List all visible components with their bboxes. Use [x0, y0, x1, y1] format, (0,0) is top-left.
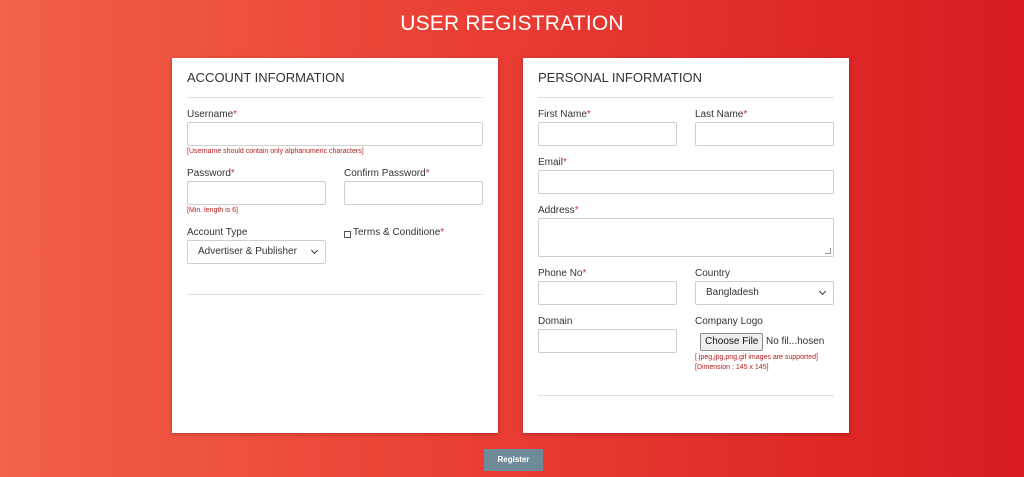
username-label: Username* [187, 109, 238, 120]
register-button[interactable]: Register [484, 449, 543, 471]
address-label: Address* [538, 205, 579, 216]
resize-grip-icon[interactable] [825, 248, 831, 254]
account-information-panel [172, 58, 498, 433]
last-name-required-mark: * [743, 109, 748, 120]
choose-file-button[interactable]: Choose File [700, 333, 763, 351]
confirm-password-input[interactable] [344, 181, 483, 205]
phone-required-mark: * [582, 268, 587, 279]
domain-input[interactable] [538, 329, 677, 353]
first-name-input[interactable] [538, 122, 677, 146]
chevron-down-icon [819, 288, 826, 295]
address-textarea[interactable] [538, 218, 834, 257]
file-status-text: No fil...hosen [766, 336, 825, 347]
password-input[interactable] [187, 181, 326, 205]
account-type-label: Account Type [187, 227, 248, 238]
terms-checkbox[interactable] [344, 231, 351, 238]
country-select[interactable] [695, 281, 834, 305]
first-name-required-mark: * [586, 109, 591, 120]
account-type-selected: Advertiser & Publisher [198, 246, 297, 257]
page-title: USER REGISTRATION [400, 12, 624, 35]
personal-title-divider [538, 97, 834, 98]
account-bottom-divider [187, 294, 483, 295]
company-logo-label: Company Logo [695, 316, 763, 327]
username-input[interactable] [187, 122, 483, 146]
domain-label: Domain [538, 316, 573, 327]
password-label: Password* [187, 168, 235, 179]
last-name-label: Last Name* [695, 109, 748, 120]
first-name-label: First Name* [538, 109, 591, 120]
email-label: Email* [538, 157, 567, 168]
confirm-password-required-mark: * [425, 168, 430, 179]
country-label: Country [695, 268, 731, 279]
account-panel-title: ACCOUNT INFORMATION [187, 70, 345, 85]
personal-information-panel [523, 58, 849, 433]
confirm-password-label: Confirm Password* [344, 168, 430, 179]
phone-input[interactable] [538, 281, 677, 305]
last-name-input[interactable] [695, 122, 834, 146]
chevron-down-icon [311, 247, 318, 254]
terms-required-mark: * [440, 227, 445, 238]
personal-panel-title: PERSONAL INFORMATION [538, 70, 702, 85]
logo-format-hint: [.jpeg,jpg,png,gif images are supported] [695, 354, 818, 361]
username-hint: [Username should contain only alphanumeric characters] [187, 148, 364, 155]
username-required-mark: * [233, 109, 238, 120]
country-selected: Bangladesh [706, 287, 759, 298]
account-title-divider [187, 97, 483, 98]
password-required-mark: * [230, 168, 235, 179]
logo-dimension-hint: [Dimension : 145 x 145] [695, 364, 769, 371]
personal-bottom-divider [538, 395, 834, 396]
phone-label: Phone No* [538, 268, 587, 279]
password-hint: [Min. length is 6] [187, 207, 238, 214]
email-input[interactable] [538, 170, 834, 194]
email-required-mark: * [563, 157, 567, 168]
account-type-select[interactable] [187, 240, 326, 264]
terms-label: Terms & Conditione* [353, 227, 445, 238]
address-required-mark: * [574, 205, 579, 216]
